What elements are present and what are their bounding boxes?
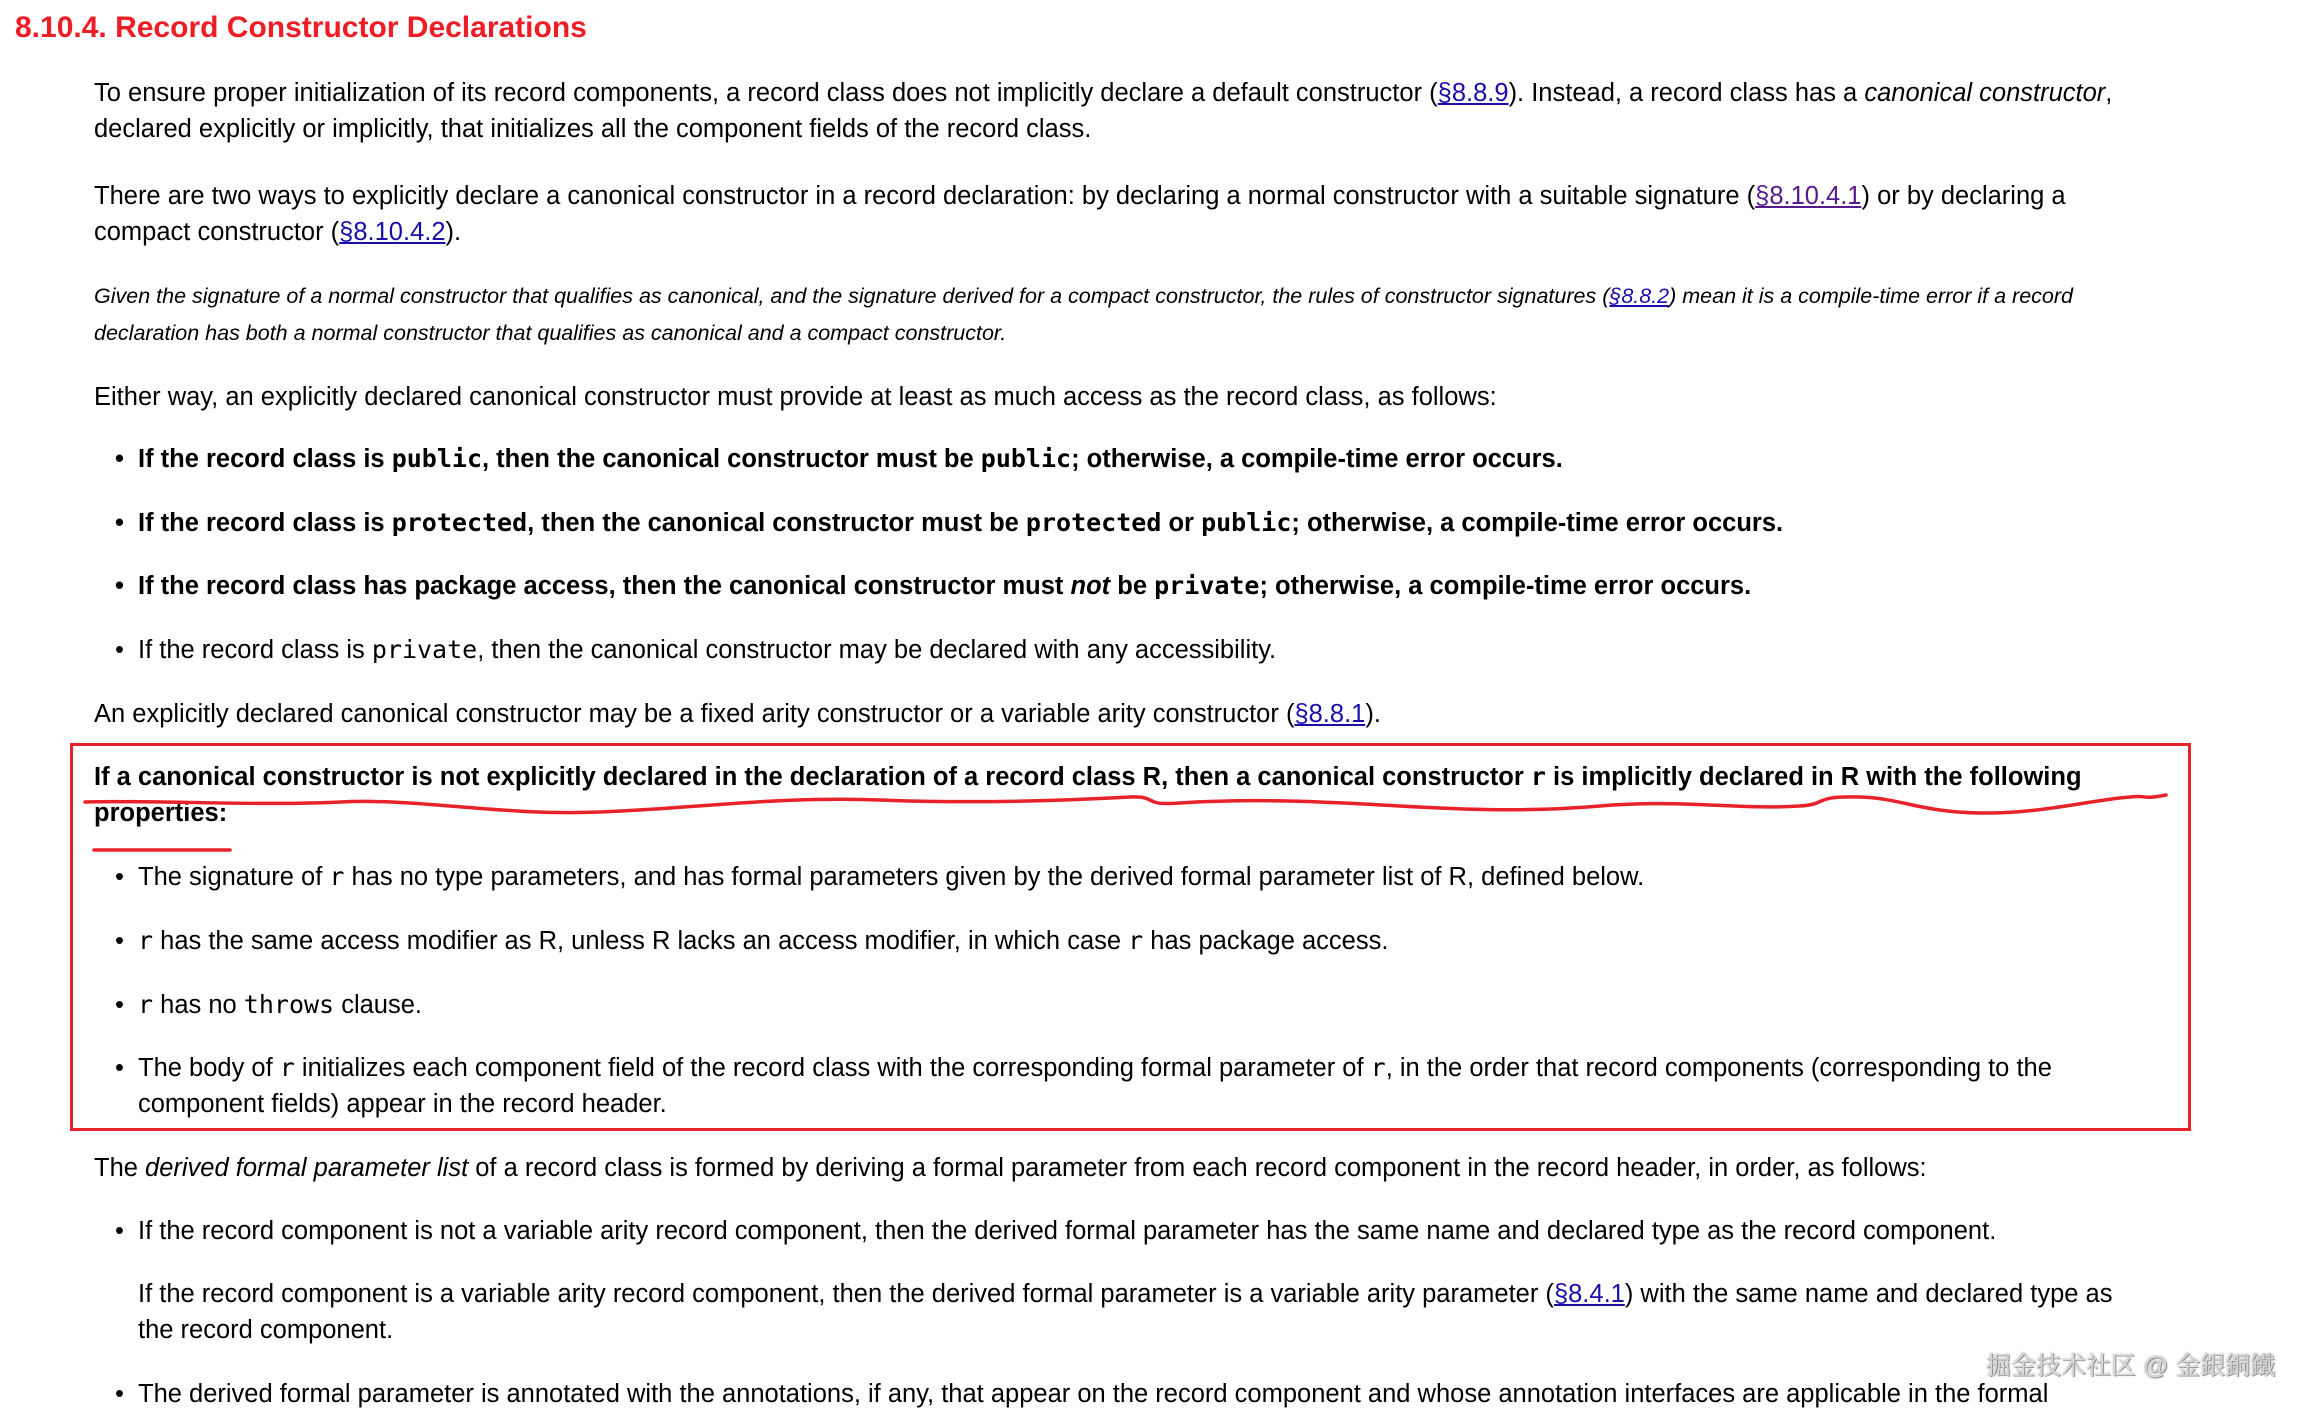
text: compact constructor ( (94, 218, 340, 246)
text: If the record class is (138, 509, 392, 537)
text: Given the signature of a normal constructor that qualifies as canonical, and the signature derived for a compact constructor, the rules of constructor signatures ( (94, 284, 1610, 308)
text: , (2105, 79, 2113, 107)
list-item-access-modifier (115, 923, 2188, 959)
link-8-10-4-2[interactable]: §8.10.4.2 (339, 218, 446, 246)
link-8-8-1[interactable]: §8.8.1 (1294, 700, 1366, 728)
text: ) or by declaring a (1861, 182, 2066, 210)
link-8-10-4-1[interactable]: §8.10.4.1 (1755, 182, 1862, 210)
paragraph-canonical-intro (94, 75, 2194, 147)
text: component fields) appear in the record header. (138, 1090, 667, 1118)
bullet-icon: • (115, 636, 124, 664)
text: The body of (138, 1054, 280, 1082)
text: To ensure proper initialization of its record components, a record class does not implicitly declare a default constructor ( (94, 79, 1438, 107)
list-item-non-variable-arity (115, 1213, 2188, 1249)
list-item-access-protected (115, 505, 2188, 541)
bullet-icon: • (115, 927, 124, 955)
text: declared explicitly or implicitly, that initializes all the component fields of the record class. (94, 115, 1092, 143)
text: of a record class is formed by deriving a formal parameter from each record component in the record header, in order, as follows: (468, 1154, 1927, 1182)
link-8-8-2[interactable]: §8.8.2 (1609, 284, 1670, 308)
text: be (1110, 572, 1155, 600)
bullet-icon: • (115, 445, 124, 473)
text: An explicitly declared canonical constructor may be a fixed arity constructor or a variable arity constructor ( (94, 700, 1295, 728)
code: r (279, 1053, 295, 1082)
text: The derived formal parameter is annotated with the annotations, if any, that appear on the record component and whose annotation interfaces are applicable in the formal (138, 1380, 2049, 1408)
list-item-access-package (115, 568, 2188, 604)
section-heading: 8.10.4. Record Constructor Declarations (15, 11, 587, 44)
paragraph-implicit-declaration (94, 759, 2194, 831)
text: properties: (94, 799, 228, 827)
text: If a canonical constructor is not explicitly declared in the declaration of a record class R, then a canonical constructor (94, 763, 1531, 791)
code: public (1201, 508, 1292, 537)
text: has no type parameters, and has formal parameters given by the derived formal parameter list of R, defined below. (344, 863, 1645, 891)
text: , then the canonical constructor may be declared with any accessibility. (477, 636, 1277, 664)
text: There are two ways to explicitly declare a canonical constructor in a record declaration: by declaring a normal constructor with a suitable signature ( (94, 182, 1756, 210)
text: , then the canonical constructor must be (527, 509, 1026, 537)
text: is implicitly declared in R with the following (1545, 763, 2082, 791)
text: The signature of (138, 863, 330, 891)
text: the record component. (138, 1316, 394, 1344)
text: initializes each component field of the record class with the corresponding formal parameter of (294, 1054, 1371, 1082)
text: ) with the same name and declared type as (1624, 1280, 2113, 1308)
list-item-access-private (115, 632, 2188, 668)
list-item-access-public (115, 441, 2188, 477)
code: protected (391, 508, 528, 537)
text: ; otherwise, a compile-time error occurs. (1071, 445, 1563, 473)
paragraph-derived-list (94, 1150, 2194, 1186)
text: ). (1365, 700, 1381, 728)
code: r (138, 990, 154, 1019)
text: ). Instead, a record class has a (1508, 79, 1865, 107)
text: has no (153, 991, 244, 1019)
emphasis: derived formal parameter list (145, 1154, 469, 1182)
code: r (329, 862, 345, 891)
code: r (138, 926, 154, 955)
list-item-signature (115, 859, 2188, 895)
emphasis: not (1070, 572, 1111, 600)
list-item-body (115, 1050, 2188, 1122)
watermark: 掘金技术社区 @ 金銀銅鐵 (1986, 1352, 2276, 1380)
note-paragraph (94, 278, 2194, 352)
text: clause. (334, 991, 422, 1019)
paragraph-arity (94, 696, 2194, 732)
text: has the same access modifier as R, unless R lacks an access modifier, in which case (153, 927, 1129, 955)
list-item-variable-arity (138, 1276, 2188, 1348)
text: If the record component is not a variable arity record component, then the derived formal parameter has the same name and declared type as the record component. (138, 1217, 1997, 1245)
bullet-icon: • (115, 1217, 124, 1245)
text: declaration has both a normal constructor that qualifies as canonical and a compact constructor. (94, 321, 1007, 345)
bullet-icon: • (115, 1054, 124, 1082)
paragraph-two-ways (94, 178, 2194, 250)
text: has package access. (1143, 927, 1389, 955)
bullet-icon: • (115, 991, 124, 1019)
link-8-4-1[interactable]: §8.4.1 (1553, 1280, 1625, 1308)
bullet-icon: • (115, 572, 124, 600)
code: private (371, 635, 478, 664)
code: r (1128, 926, 1144, 955)
emphasis: canonical constructor (1864, 79, 2106, 107)
text: The (94, 1154, 146, 1182)
text: If the record class is (138, 445, 392, 473)
text: ; otherwise, a compile-time error occurs. (1291, 509, 1784, 537)
text: , then the canonical constructor must be (482, 445, 981, 473)
text: ; otherwise, a compile-time error occurs. (1259, 572, 1752, 600)
paragraph-access-intro: Either way, an explicitly declared canonical constructor must provide at least as much access as the record class, as follows: (94, 383, 1497, 411)
bullet-icon: • (115, 509, 124, 537)
code: public (980, 444, 1072, 473)
code: r (1370, 1053, 1386, 1082)
code: r (1530, 762, 1546, 791)
text: ). (445, 218, 462, 246)
link-8-8-9[interactable]: §8.8.9 (1437, 79, 1509, 107)
text: ) mean it is a compile-time error if a record (1669, 284, 2073, 308)
list-item-annotations (115, 1376, 2188, 1412)
text: If the record component is a variable arity record component, then the derived formal parameter is a variable arity parameter ( (138, 1280, 1554, 1308)
code: public (391, 444, 483, 473)
text: , in the order that record components (corresponding to the (1385, 1054, 2052, 1082)
code: protected (1025, 508, 1162, 537)
list-item-throws (115, 987, 2188, 1023)
code: throws (243, 990, 335, 1019)
bullet-icon: • (115, 863, 124, 891)
text: If the record class has package access, then the canonical constructor must (138, 572, 1071, 600)
bullet-icon: • (115, 1380, 124, 1408)
code: private (1154, 571, 1260, 600)
text: If the record class is (138, 636, 372, 664)
text: or (1161, 509, 1202, 537)
